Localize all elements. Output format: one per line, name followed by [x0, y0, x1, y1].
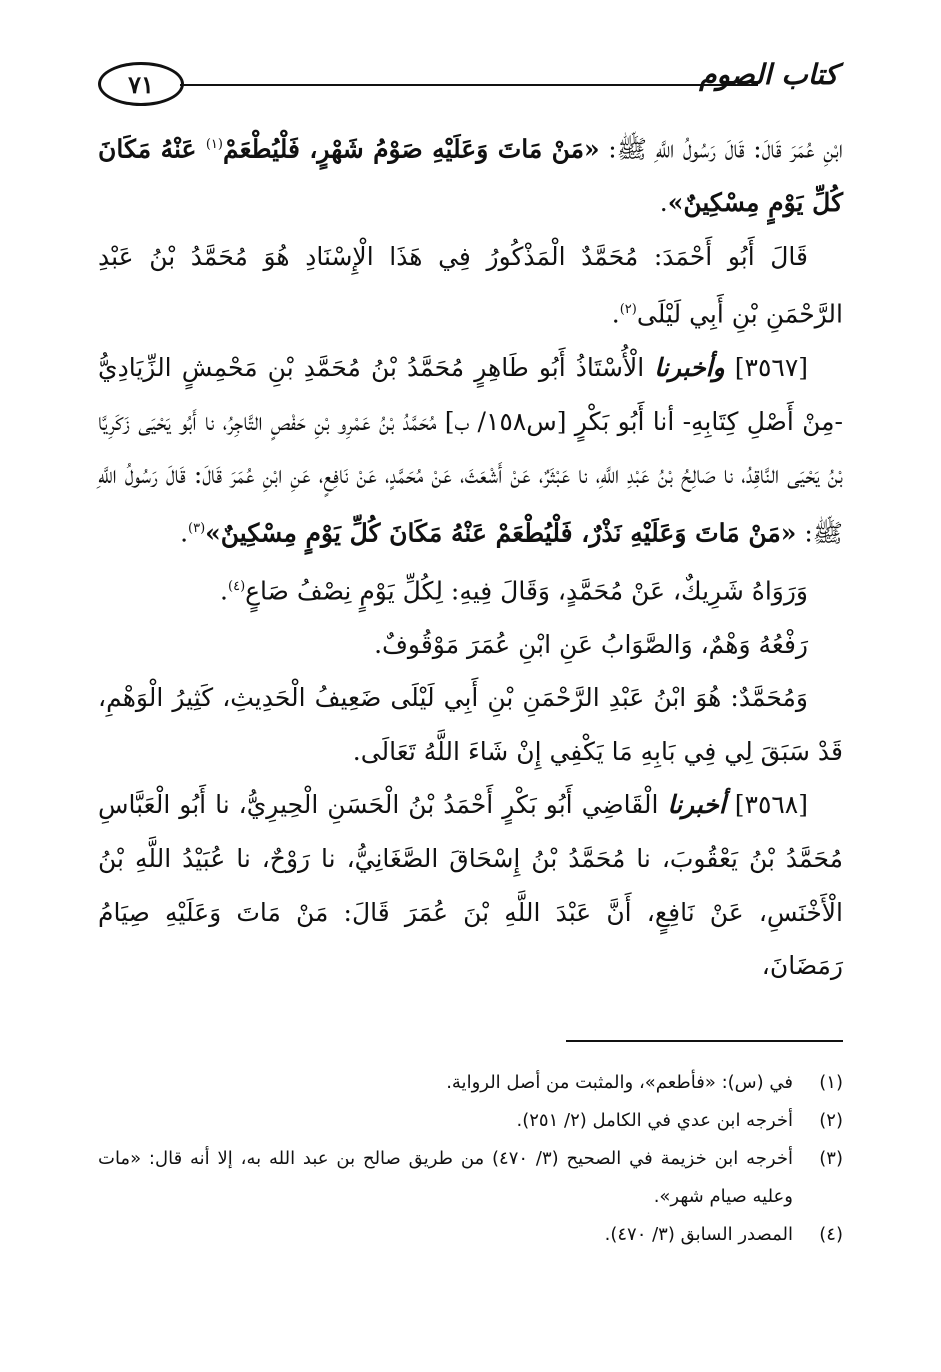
akhbarana-label: أخبرنا	[667, 790, 726, 820]
akhbarana-label: وأخبرنا	[654, 353, 725, 383]
footnote-text: في (س): «فأطعم»، والمثبت من أصل الرواية.	[446, 1072, 793, 1093]
hadith-text: «مَنْ مَاتَ وَعَلَيْهِ صَوْمُ شَهْرٍ، فَلْيُطْعَمْ	[222, 134, 600, 164]
footnote-ref: (١)	[205, 137, 223, 152]
punctuation: .	[180, 518, 189, 548]
hadith-number: [٣٥٦٨]	[725, 790, 808, 820]
footnote-item	[98, 1140, 843, 1216]
footnote-number: (١)	[819, 1072, 843, 1093]
footnote-item	[98, 1216, 843, 1254]
footnote-text: المصدر السابق (٣/ ٤٧٠).	[604, 1224, 793, 1245]
footnote-number: (٤)	[819, 1224, 843, 1245]
footnotes	[98, 1064, 843, 1254]
footnote-item	[98, 1064, 843, 1102]
footnote-ref: (٣)	[188, 520, 206, 536]
isnad-text: الْقَاضِي أَبُو بَكْرٍ أَحْمَدُ بْنُ الْحَسَنِ الْحِيرِيُّ، نا أَبُو الْعَبَّاسِ مُحَمَّدُ بْنُ يَعْقُوبَ، نا مُحَمَّدُ بْنُ إِسْحَاقَ الصَّغَانِيُّ، نا رَوْحٌ، نا عُبَيْدُ اللَّهِ بْنُ الْأَخْنَسِ، عَنْ نَافِعٍ، أَنَّ عَبْدَ اللَّهِ بْنَ عُمَرَ قَالَ: مَنْ مَاتَ وَعَلَيْهِ صِيَامُ رَمَضَانَ،	[98, 790, 843, 981]
paragraph-6: وَمُحَمَّدٌ: هُوَ ابْنُ عَبْدِ الرَّحْمَنِ بْنِ أَبِي لَيْلَى ضَعِيفُ الْحَدِيثِ، كَثِيرُ الْوَهْمِ، قَدْ سَبَقَ لِي فِي بَابِهِ مَا يَكْفِي إِنْ شَاءَ اللَّهُ تَعَالَى.	[98, 683, 843, 766]
footnote-item	[98, 1102, 843, 1140]
book-title: كتاب الصوم	[699, 58, 838, 91]
paragraph-4	[98, 560, 843, 618]
paragraph-5: رَفْعُهُ وَهْمٌ، وَالصَّوَابُ عَنِ ابْنِ عُمَرَ مَوْقُوفٌ.	[374, 629, 808, 659]
narration-text: ابْنِ عُمَرَ قَالَ: قَالَ رَسُولُ اللَّهِ ﷺ:	[599, 134, 843, 164]
footnote-number: (٢)	[819, 1110, 843, 1131]
commentary-text: قَالَ أَبُو أَحْمَدَ: مُحَمَّدٌ الْمَذْكُورُ فِي هَذَا الْإِسْنَادِ هُوَ مُحَمَّدُ بْنُ عَبْدِ الرَّحْمَنِ بْنِ أَبِي لَيْلَى	[98, 241, 843, 329]
footnote-text: أخرجه ابن خزيمة في الصحيح (٣/ ٤٧٠) من طريق صالح بن عبد الله به، إلا أنه قال: «مات وعليه صيام شهر».	[98, 1148, 793, 1207]
hadith-text-cont: عَنْهُ مَكَانَ كُلِّ يَوْمٍ مِسْكِينٌ»	[98, 134, 843, 217]
punctuation: .	[611, 299, 620, 329]
hadith-3568	[98, 778, 843, 992]
hadith-number: [٣٥٦٧]	[724, 353, 809, 383]
page-number: ٧١	[98, 62, 184, 106]
punctuation: .	[659, 187, 668, 217]
footnote-ref: (٤)	[228, 578, 246, 594]
hadith-text: «مَنْ مَاتَ وَعَلَيْهِ نَذْرٌ، فَلْيُطْعَمْ عَنْهُ مَكَانَ كُلِّ يَوْمٍ مِسْكِينٌ»	[205, 518, 797, 548]
footnote-text: أخرجه ابن عدي في الكامل (٢/ ٢٥١).	[516, 1110, 793, 1131]
hadith-3567	[98, 341, 843, 560]
footnote-number: (٣)	[819, 1148, 843, 1169]
page-header	[98, 58, 838, 114]
commentary-text: وَرَوَاهُ شَرِيكٌ، عَنْ مُحَمَّدٍ، وَقَالَ فِيهِ: لِكُلِّ يَوْمٍ نِصْفُ صَاعٍ	[245, 576, 808, 606]
punctuation: .	[220, 576, 228, 606]
main-text	[98, 118, 843, 993]
footnote-divider	[566, 1040, 843, 1042]
paragraph-2	[98, 230, 843, 342]
paragraph-1	[98, 118, 843, 230]
footnote-ref: (٢)	[619, 302, 637, 318]
isnad-text: الْأُسْتَاذُ أَبُو طَاهِرٍ مُحَمَّدُ بْنُ مُحَمَّدِ بْنِ مَحْمِشٍ الزِّيَادِيُّ -مِنْ أَصْلِ كِتَابِهِ- أنا أَبُو بَكْرٍ [س١٥٨/ ب] مُحَمَّدُ بْنُ عَمْرِو بْنِ حَفْصٍ التَّاجِرُ، نا أَبُو يَحْيَى زَكَرِيَّا بْنُ يَحْيَى النَّاقِدُ، نا صَالِحُ بْنُ عَبْدِ اللَّهِ، نا عَبْثَرٌ، عَنْ أَشْعَثَ، عَنْ مُحَمَّدٍ، عَنْ نَافِعٍ، عَنِ ابْنِ عُمَرَ قَالَ: قَالَ رَسُولُ اللَّهِ ﷺ:	[98, 353, 843, 548]
header-divider	[180, 84, 758, 86]
